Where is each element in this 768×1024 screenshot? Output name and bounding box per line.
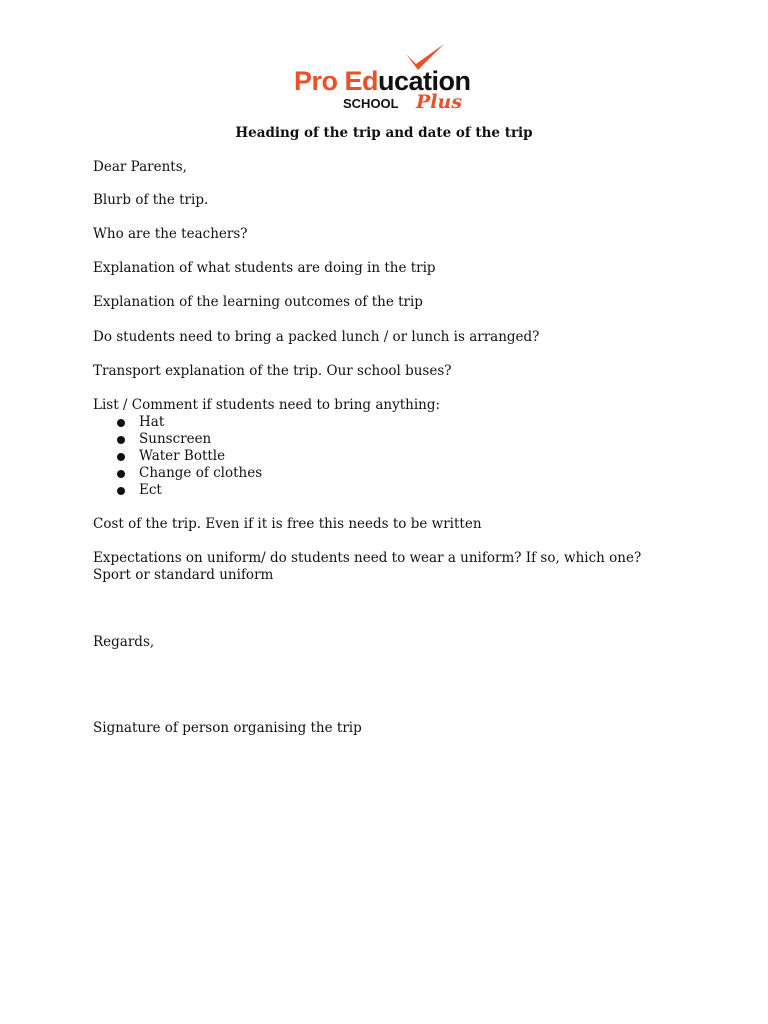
list-item: [93, 414, 262, 431]
bring-list: [93, 414, 262, 499]
bullet-icon: [117, 436, 125, 444]
logo-school-text: SCHOOL: [343, 96, 399, 111]
logo-pro-ed-text: Pro Ed: [294, 66, 379, 96]
bullet-icon: [117, 453, 125, 461]
bring-intro: List / Comment if students need to bring anything:: [93, 397, 441, 413]
list-item: [93, 482, 262, 499]
pro-education-logo-icon: [288, 40, 480, 112]
outcomes-paragraph: Explanation of the learning outcomes of the trip: [93, 294, 423, 310]
list-item-text: Sunscreen: [139, 431, 212, 447]
list-item-text: Water Bottle: [139, 448, 226, 464]
trip-heading: Heading of the trip and date of the trip: [235, 125, 533, 141]
list-item-text: Change of clothes: [139, 465, 263, 481]
logo-plus-text: Plus: [416, 91, 463, 112]
cost-paragraph: Cost of the trip. Even if it is free this needs to be written: [93, 516, 482, 532]
signature-line: Signature of person organising the trip: [93, 720, 362, 736]
greeting: Dear Parents,: [93, 159, 187, 175]
blurb-paragraph: Blurb of the trip.: [93, 192, 209, 208]
bullet-icon: [117, 470, 125, 478]
list-item: [93, 431, 262, 448]
list-item-text: Hat: [139, 414, 165, 430]
bullet-icon: [117, 487, 125, 495]
logo-ucation-text: ucation: [378, 66, 471, 96]
transport-paragraph: Transport explanation of the trip. Our school buses?: [93, 363, 452, 379]
lunch-paragraph: Do students need to bring a packed lunch / or lunch is arranged?: [93, 329, 540, 345]
bullet-icon: [117, 419, 125, 427]
list-item: [93, 465, 262, 482]
uniform-paragraph: Expectations on uniform/ do students need to wear a uniform? If so, which one? Sport or standard uniform: [93, 550, 642, 583]
list-item-text: Ect: [139, 482, 162, 498]
activities-paragraph: Explanation of what students are doing in the trip: [93, 260, 436, 276]
closing: Regards,: [93, 634, 155, 650]
teachers-paragraph: Who are the teachers?: [93, 226, 248, 242]
school-logo: [288, 40, 480, 112]
list-item: [93, 448, 262, 465]
